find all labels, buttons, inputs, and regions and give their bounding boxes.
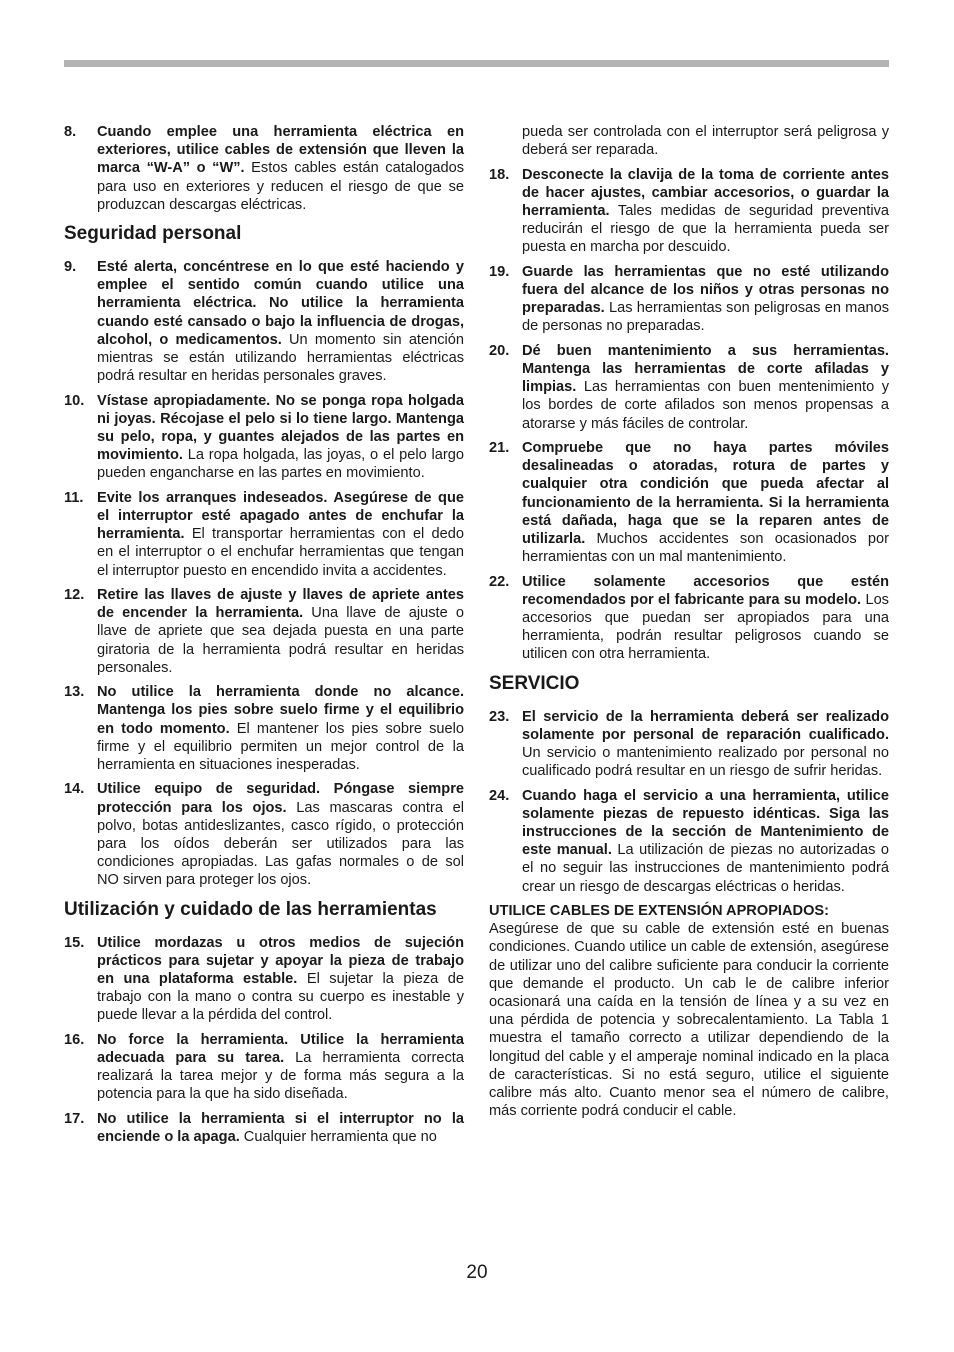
item-text: Las herramientas son peligrosas en manos de personas no preparadas. [522,300,889,335]
item-text: La ropa holgada, las joyas, o el pelo largo pueden engancharse en las partes en movimiento. [97,447,464,482]
item-bold-text: Cuando haga el servicio a una herramienta, utilice solamente piezas de repuesto idénticas. Siga las instrucciones de la sección de Mantenimiento de este manual. [522,787,889,859]
item-bold-text: Evite los arranques indeseados. Asegúrese de que el interruptor esté apagado antes de enchufar la herramienta. [97,489,464,543]
item-bold-text: No utilice la herramienta donde no alcance. Mantenga los pies sobre suelo firme y el equilibrio en todo momento. [97,684,464,737]
item-number: 18. [489,166,510,183]
list-item-17 [64,1110,464,1146]
list-item-24 [489,787,889,896]
list-item-13 [64,683,464,774]
item-text: Tales medidas de seguridad preventiva reducirán el riesgo de que la herramienta pueda ser puesta en marcha por descuido. [522,203,889,256]
header-rule [64,60,889,67]
item-text: El sujetar la pieza de trabajo con la mano o contra su cuerpo es inestable y puede llevar a la pérdida del control. [97,971,464,1024]
left-column [64,123,464,1152]
item-number: 20. [489,342,510,359]
list-item-17-continued: pueda ser controlada con el interruptor será peligrosa y deberá ser reparada. [522,124,889,159]
item-bold-text: Cuando emplee una herramienta eléctrica en exteriores, utilice cables de extensión que lleven la marca “W-A” o “W”. [97,124,464,177]
item-number: 14. [64,781,85,798]
extension-cables-text: Asegúrese de que su cable de extensión esté en buenas condiciones. Cuando utilice un cable de extensión, asegúrese de utilizar uno del calibre suficiente para conducir la corriente que demande el producto. Un cab le de calibre inferior ocasionará una caída en la tensión de línea y a su vez en una pérdida de potencia y sobrecalentamiento. La Tabla 1 muestra el tamaño correcto a utilizar dependiendo de la longitud del cable y el amperaje nominal indicado en la placa de características. Si no está seguro, utilice el siguiente calibre más alto. Cuanto menor sea el número de calibre, más corriente podrá conducir el cable. [489,921,889,1120]
item-bold-text: No utilice la herramienta si el interruptor no la enciende o la apaga. [97,1110,464,1146]
item-bold-text: Desconecte la clavija de la toma de corriente antes de hacer ajustes, cambiar accesorios, o guardar la herramienta. [522,166,889,219]
item-text: La utilización de piezas no autorizadas o el no seguir las instrucciones de mantenimiento podrá crear un riesgo de descargas eléctricas o heridas. [522,842,889,895]
list-item-15 [64,934,464,1025]
extension-cables-heading: UTILICE CABLES DE EXTENSIÓN APROPIADOS: [489,903,830,920]
section-heading-service: SERVICIO [489,672,580,694]
item-bold-text: Utilice mordazas u otros medios de sujeción prácticos para sujetar y apoyar la pieza de trabajo en una plataforma estable. [97,934,464,988]
list-item-18 [489,166,889,257]
item-number: 21. [489,440,510,456]
item-bold-text: Retire las llaves de ajuste y llaves de apriete antes de encender la herramienta. [97,587,464,622]
item-text: Las herramientas con buen mentenimiento y los bordes de corte afilados son menos propensas a atorarse y más fáciles de controlar. [522,379,889,432]
item-number: 12. [64,587,85,604]
item-text: La herramienta correcta realizará la tarea mejor y de forma más segura a la potencia para la que ha sido diseñada. [97,1050,464,1103]
item-number: 8. [64,124,77,140]
item-bold-text: No force la herramienta. Utilice la herramienta adecuada para su tarea. [97,1031,464,1067]
item-number: 24. [489,787,510,804]
list-item-21 [489,439,889,566]
item-text: Muchos accidentes son ocasionados por herramientas con un mal mantenimiento. [522,531,889,566]
item-text: Estos cables están catalogados para uso en exteriores y reducen el riesgo de que se produzcan descargas eléctricas. [97,160,465,213]
list-item-9 [64,258,464,385]
list-item-23 [489,708,889,781]
extension-cables-paragraph [489,902,889,1120]
item-number: 23. [489,708,510,725]
item-number: 15. [64,934,85,951]
item-text: Cualquier herramienta que no [239,1129,437,1146]
item-number: 13. [64,684,85,701]
right-column [489,123,889,1120]
item-bold-text: Compruebe que no haya partes móviles desalineadas o atoradas, rotura de partes y cualquier otra condición que pueda afectar al funcionamiento de la herramienta. Si la herramienta está dañada, haga que se la reparen antes de utilizarla. [522,440,889,548]
item-number: 11. [64,489,84,506]
item-number: 16. [64,1031,85,1048]
item-bold-text: Guarde las herramientas que no esté utilizando fuera del alcance de los niños y otras personas no preparadas. [522,263,889,317]
list-item-19 [489,263,889,336]
item-text: Los accesorios que puedan ser apropiados para una herramienta, podrán resultar peligrosos cuando se utilicen con otra herramienta. [522,591,889,663]
item-bold-text: Dé buen mantenimiento a sus herramientas. Mantenga las herramientas de corte afiladas y limpias. [522,342,889,396]
item-text: Las mascaras contra el polvo, botas antideslizantes, casco rígido, o protección para los oídos deberán ser utilizados para las condiciones apropiadas. Las gafas normales o de sol NO sirven para proteger los ojos. [97,799,464,889]
list-item-12 [64,586,464,677]
item-bold-text: Esté alerta, concéntrese en lo que esté haciendo y emplee el sentido común cuando utilice una herramienta eléctrica. No utilice la herramienta cuando esté cansado o bajo la influencia de drogas, alcohol, o medicamentos. [97,259,464,348]
item-number: 19. [489,263,510,280]
item-text: Un momento sin atención mientras se están utilizando herramientas eléctricas podrá resultar en heridas personales graves. [97,331,464,385]
item-number: 22. [489,573,510,590]
item-bold-text: El servicio de la herramienta deberá ser realizado solamente por personal de reparación cualificado. [522,708,889,743]
item-number: 17. [64,1110,85,1127]
item-bold-text: Vístase apropiadamente. No se ponga ropa holgada ni joyas. Récojase el pelo si lo tiene largo. Mantenga su pelo, ropa, y guantes alejados de las partes en movimiento. [97,392,464,464]
list-item-11 [64,489,464,580]
item-bold-text: Utilice equipo de seguridad. Póngase siempre protección para los ojos. [97,781,464,816]
list-item-20 [489,342,889,433]
item-text: Un servicio o mantenimiento realizado por personal no cualificado podrá resultar en un riesgo de sufrir heridas. [522,745,889,780]
page-number: 20 [466,1262,488,1283]
item-bold-text: Utilice solamente accesorios que estén recomendados por el fabricante para su modelo. [522,573,889,608]
item-text: El transportar herramientas con el dedo en el interruptor o el enchufar herramientas que tengan el interruptor puesto en encendido invita a accidentes. [97,526,464,579]
list-item-16 [64,1031,464,1104]
section-heading-personal-safety: Seguridad personal [64,223,242,245]
item-text: Una llave de ajuste o llave de apriete que sea dejada puesta en una parte giratoria de la herramienta podrá resultar en heridas personales. [97,605,464,676]
section-heading-tool-use: Utilización y cuidado de las herramientas [64,898,437,920]
list-item-14 [64,780,464,889]
list-item-22 [489,573,889,664]
list-item-8 [64,123,464,214]
item-text: El mantener los pies sobre suelo firme y el equilibrio permiten un mejor control de la herramienta en situaciones inesperadas. [97,720,464,774]
list-item-10 [64,392,464,483]
item-number: 9. [64,259,77,276]
item-number: 10. [64,392,85,409]
